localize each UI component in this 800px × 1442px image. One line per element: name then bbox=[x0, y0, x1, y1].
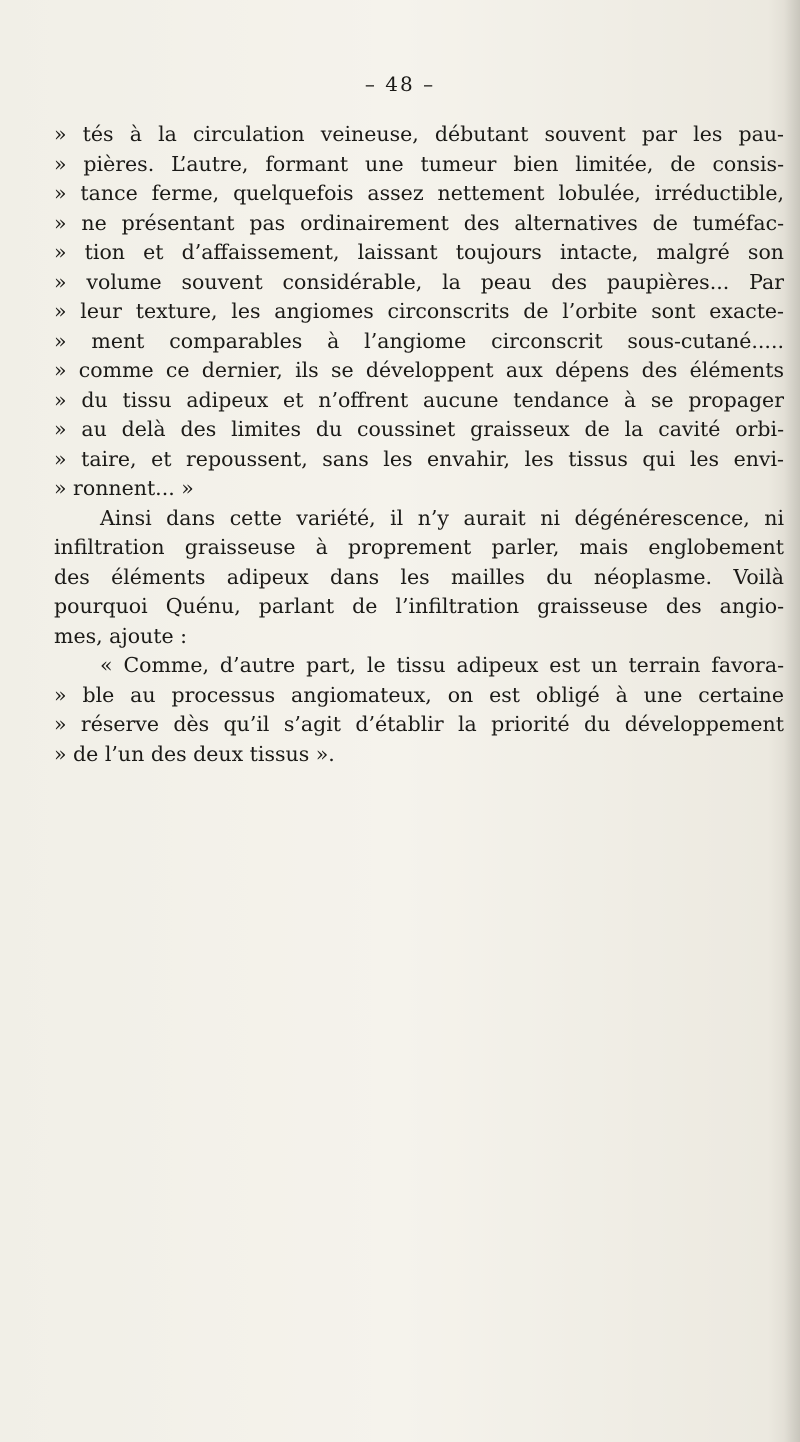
text-line: des éléments adipeux dans les mailles du néoplasme. Voilà bbox=[54, 564, 784, 589]
text-line: » comme ce dernier, ils se développent aux dépens des éléments bbox=[54, 358, 784, 382]
text-line: infiltration graisseuse à proprement parler, mais englobement bbox=[54, 535, 784, 559]
text-line: » tés à la circulation veineuse, débutant souvent par les pau- bbox=[54, 122, 784, 146]
text-line: » au delà des limites du coussinet graisseux de la cavité orbi- bbox=[54, 417, 784, 441]
text-line: » pières. L’autre, formant une tumeur bien limitée, de consis- bbox=[54, 151, 784, 176]
paragraph-start-line: Ainsi dans cette variété, il n’y aurait ni dégénérescence, ni bbox=[100, 505, 784, 530]
text-line: » ronnent... » bbox=[54, 476, 194, 500]
text-line: » volume souvent considérable, la peau des paupières... Par bbox=[54, 269, 784, 294]
text-line: » ble au processus angiomateux, on est obligé à une certaine bbox=[54, 682, 784, 707]
text-line: » ment comparables à l’angiome circonscrit sous-cutané..... bbox=[54, 328, 784, 353]
text-line: » ne présentant pas ordinairement des alternatives de tuméfac- bbox=[54, 210, 784, 235]
body-text bbox=[54, 120, 784, 769]
text-line: » du tissu adipeux et n’offrent aucune tendance à se propager bbox=[54, 387, 784, 412]
page-edge-shadow bbox=[784, 0, 800, 1442]
page-number: – 48 – bbox=[364, 72, 436, 96]
text-line: » tion et d’affaissement, laissant toujours intacte, malgré son bbox=[54, 240, 784, 264]
text-line: » tance ferme, quelquefois assez nettement lobulée, irréductible, bbox=[54, 181, 784, 205]
text-line: mes, ajoute : bbox=[54, 623, 188, 648]
quote-start-line: « Comme, d’autre part, le tissu adipeux est un terrain favora- bbox=[100, 653, 784, 677]
text-line: pourquoi Quénu, parlant de l’infiltration graisseuse des angio- bbox=[54, 594, 784, 618]
text-line: » leur texture, les angiomes circonscrits de l’orbite sont exacte- bbox=[54, 299, 784, 323]
text-line: » taire, et repoussent, sans les envahir, les tissus qui les envi- bbox=[54, 446, 784, 471]
text-line: » de l’un des deux tissus ». bbox=[54, 741, 335, 766]
text-line: » réserve dès qu’il s’agit d’établir la priorité du développement bbox=[54, 712, 784, 736]
